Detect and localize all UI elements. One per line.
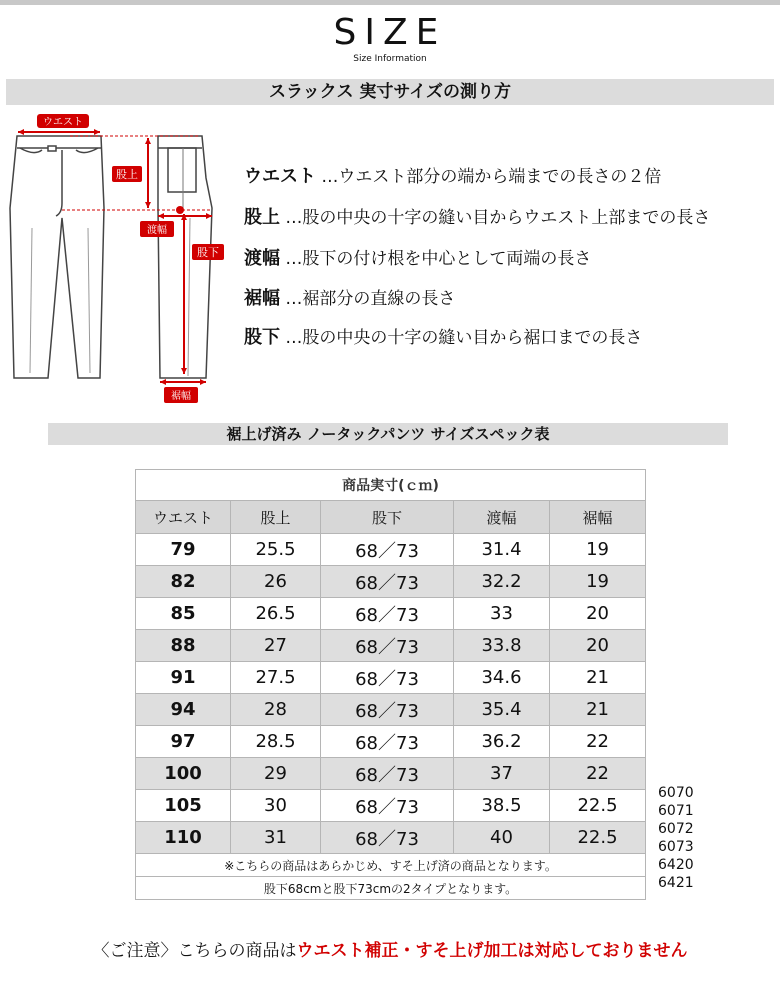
pants-diagram (0, 108, 240, 408)
table-caption: 商品実寸(ｃｍ) (136, 470, 646, 501)
table-cell: 21 (550, 662, 646, 694)
pants-front-view (10, 136, 104, 378)
table-cell: 35.4 (454, 694, 550, 726)
table-cell: 26.5 (231, 598, 321, 630)
table-cell: 31 (231, 822, 321, 854)
section-spec-title: 裾上げ済み ノータックパンツ サイズスペック表 (48, 423, 728, 445)
legend-term: ウエスト (244, 166, 316, 187)
table-cell: 31.4 (454, 534, 550, 566)
table-note-row (136, 854, 646, 877)
table-cell: 20 (550, 630, 646, 662)
table-cell: 68／73 (321, 566, 454, 598)
rise-marker (112, 138, 151, 208)
legend-term: 裾幅 (244, 288, 280, 309)
table-cell: 82 (136, 566, 231, 598)
hem-marker (160, 379, 206, 403)
product-codes (658, 784, 694, 892)
legend-desc: …股の中央の十字の縫い目からウエスト上部までの長さ (285, 208, 711, 228)
table-cell: 110 (136, 822, 231, 854)
legend-thigh (244, 244, 591, 270)
table-cell: 22 (550, 758, 646, 790)
svg-text:裾幅: 裾幅 (171, 391, 191, 402)
table-cell: 68／73 (321, 790, 454, 822)
table-cell: 29 (231, 758, 321, 790)
table-cell: 19 (550, 534, 646, 566)
section-measure-title: スラックス 実寸サイズの測り方 (6, 79, 774, 105)
table-header-row (136, 501, 646, 534)
table-cell: 27.5 (231, 662, 321, 694)
header-rise: 股上 (231, 501, 321, 534)
table-cell: 22.5 (550, 790, 646, 822)
table-cell: 105 (136, 790, 231, 822)
product-code: 6420 (658, 857, 694, 873)
table-cell: 40 (454, 822, 550, 854)
product-code: 6421 (658, 875, 694, 891)
table-cell: 22 (550, 726, 646, 758)
page-title: SIZE (333, 12, 447, 53)
svg-text:股下: 股下 (197, 246, 219, 259)
table-cell: 34.6 (454, 662, 550, 694)
legend-inseam (244, 323, 642, 349)
table-cell: 68／73 (321, 598, 454, 630)
table-cell: 68／73 (321, 822, 454, 854)
table-cell: 20 (550, 598, 646, 630)
table-row (136, 694, 646, 726)
table-row (136, 790, 646, 822)
table-cell: 68／73 (321, 630, 454, 662)
caution-prefix: 〈ご注意〉こちらの商品は (92, 941, 297, 961)
product-code: 6072 (658, 821, 694, 837)
table-note: ※こちらの商品はあらかじめ、すそ上げ済の商品となります。 (136, 854, 646, 877)
product-code: 6073 (658, 839, 694, 855)
table-cell: 28 (231, 694, 321, 726)
page-subtitle: Size Information (353, 54, 427, 64)
legend-term: 股下 (244, 327, 280, 348)
legend-desc: …ウエスト部分の端から端までの長さの２倍 (321, 167, 662, 187)
header-hem: 裾幅 (550, 501, 646, 534)
table-cell: 68／73 (321, 758, 454, 790)
table-cell: 85 (136, 598, 231, 630)
product-code: 6070 (658, 785, 694, 801)
table-cell: 32.2 (454, 566, 550, 598)
table-cell: 30 (231, 790, 321, 822)
table-row (136, 758, 646, 790)
product-code: 6071 (658, 803, 694, 819)
table-cell: 33.8 (454, 630, 550, 662)
table-cell: 97 (136, 726, 231, 758)
table-cell: 19 (550, 566, 646, 598)
table-row (136, 566, 646, 598)
table-cell: 100 (136, 758, 231, 790)
table-row (136, 630, 646, 662)
table-row (136, 726, 646, 758)
legend-term: 渡幅 (244, 248, 280, 269)
table-row (136, 598, 646, 630)
svg-text:ウエスト: ウエスト (43, 117, 83, 128)
legend-term: 股上 (244, 207, 280, 228)
legend-desc: …股下の付け根を中心として両端の長さ (285, 249, 592, 269)
legend-rise (244, 203, 710, 229)
legend-desc: …股の中央の十字の縫い目から裾口までの長さ (285, 328, 643, 348)
table-cell: 33 (454, 598, 550, 630)
waist-marker (18, 114, 100, 135)
svg-text:渡幅: 渡幅 (147, 225, 167, 236)
table-cell: 38.5 (454, 790, 550, 822)
top-divider (0, 0, 780, 5)
table-cell: 37 (454, 758, 550, 790)
table-row (136, 662, 646, 694)
legend-waist (244, 162, 661, 188)
header-inseam: 股下 (321, 501, 454, 534)
caution-note (0, 936, 780, 961)
caution-highlight: ウエスト補正・すそ上げ加工は対応しておりません (296, 941, 688, 961)
table-cell: 22.5 (550, 822, 646, 854)
table-cell: 88 (136, 630, 231, 662)
legend-desc: …裾部分の直線の長さ (285, 289, 456, 309)
table-cell: 91 (136, 662, 231, 694)
legend-hem (244, 284, 455, 310)
size-spec-table (135, 469, 646, 900)
table-note-row (136, 877, 646, 900)
table-row (136, 534, 646, 566)
table-cell: 68／73 (321, 662, 454, 694)
table-cell: 26 (231, 566, 321, 598)
table-cell: 28.5 (231, 726, 321, 758)
table-cell: 27 (231, 630, 321, 662)
header-thigh: 渡幅 (454, 501, 550, 534)
table-cell: 25.5 (231, 534, 321, 566)
svg-text:股上: 股上 (116, 168, 138, 181)
table-cell: 68／73 (321, 534, 454, 566)
table-cell: 21 (550, 694, 646, 726)
table-row (136, 822, 646, 854)
table-note: 股下68cmと股下73cmの2タイプとなります。 (136, 877, 646, 900)
table-cell: 94 (136, 694, 231, 726)
table-cell: 36.2 (454, 726, 550, 758)
table-cell: 68／73 (321, 726, 454, 758)
table-cell: 68／73 (321, 694, 454, 726)
table-cell: 79 (136, 534, 231, 566)
header-waist: ウエスト (136, 501, 231, 534)
